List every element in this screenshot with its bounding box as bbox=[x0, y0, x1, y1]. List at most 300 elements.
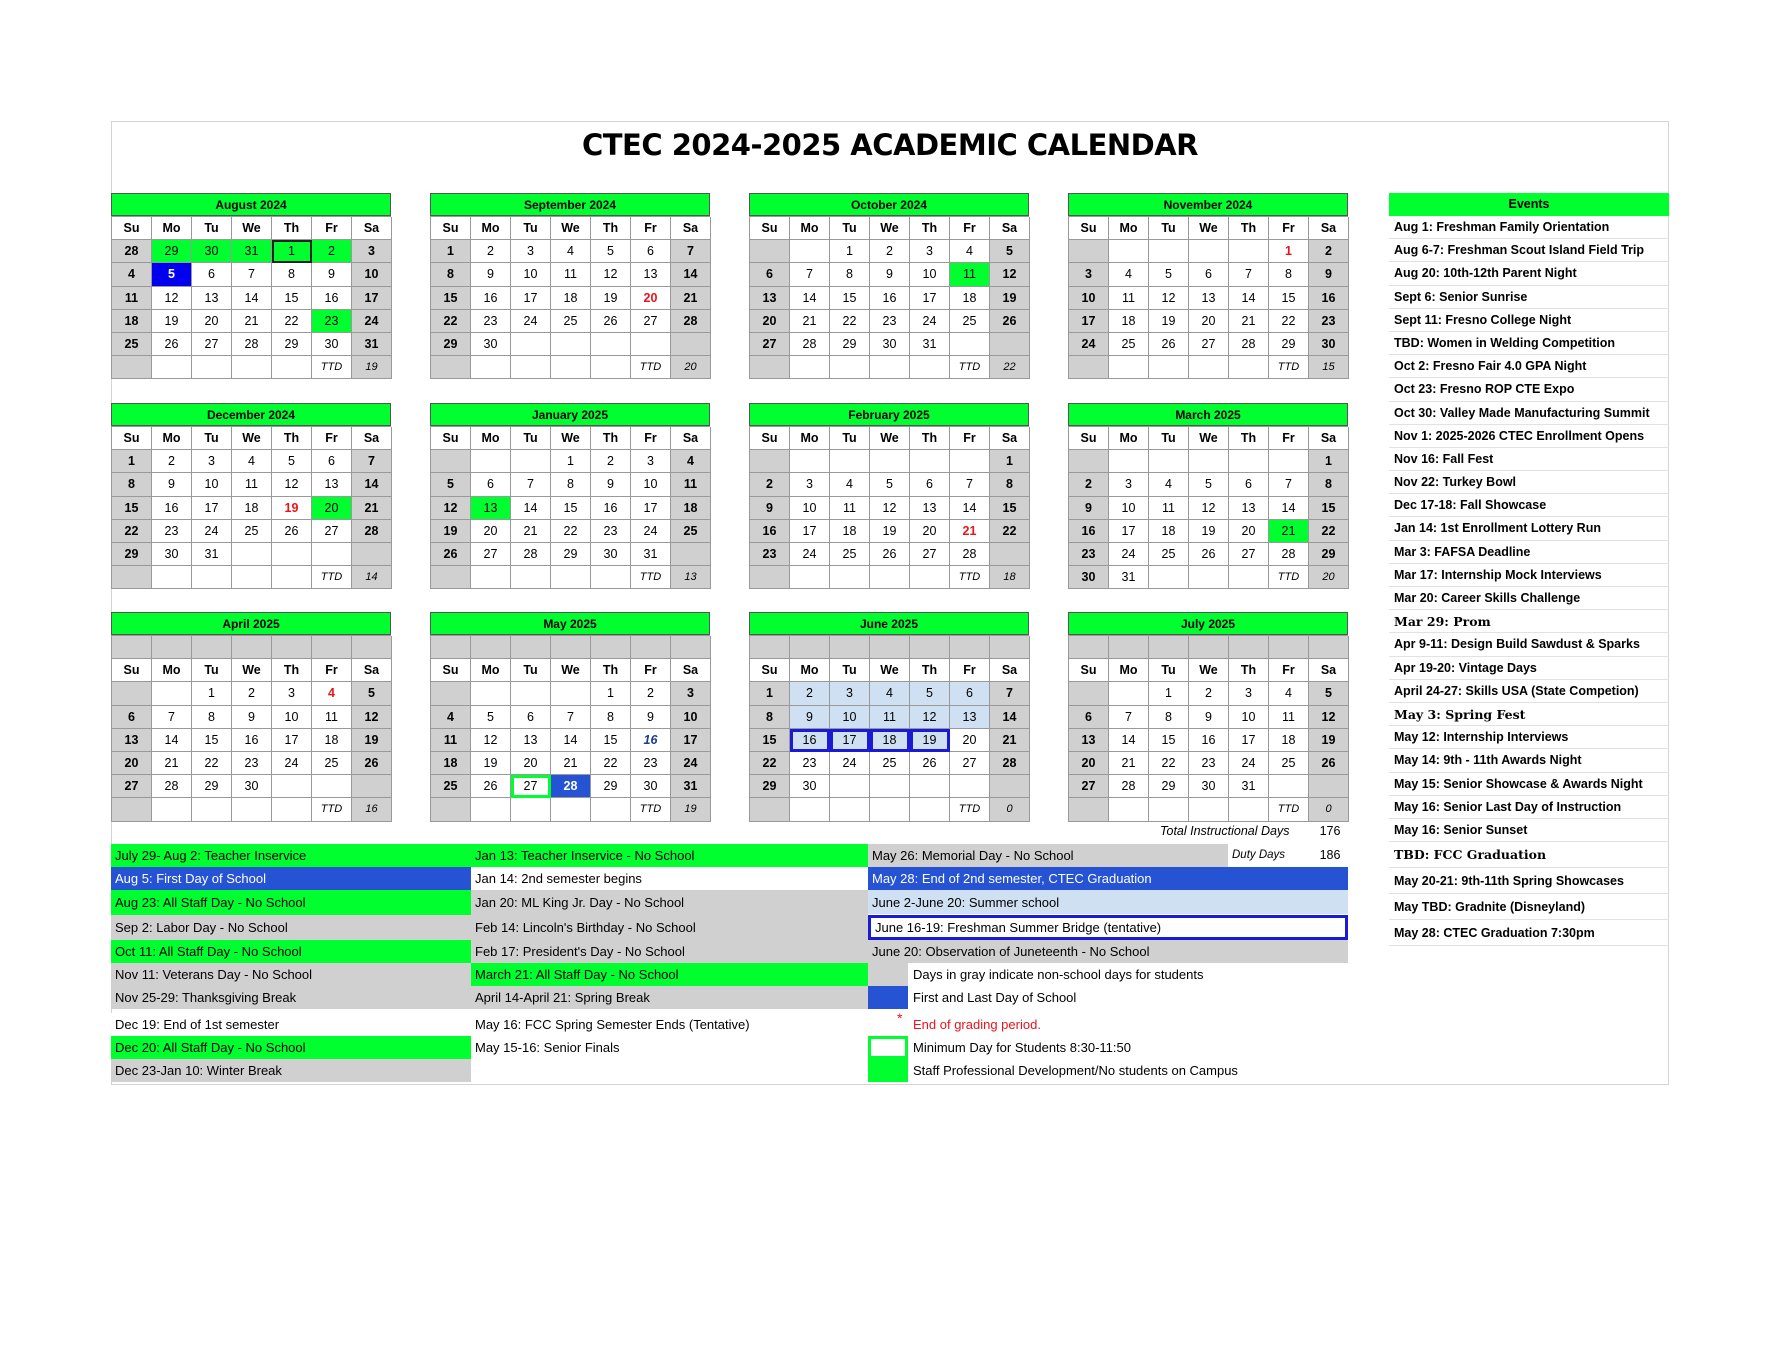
weekday-header: Mo bbox=[790, 217, 830, 240]
key-thanksgiving: Nov 25-29: Thanksgiving Break bbox=[111, 986, 471, 1009]
event-item: May 28: CTEC Graduation 7:30pm bbox=[1389, 920, 1669, 946]
day-cell: 18 bbox=[431, 752, 471, 775]
day-cell: 20 bbox=[1069, 752, 1109, 775]
weekday-header: Mo bbox=[152, 427, 192, 450]
day-cell: 20 bbox=[631, 287, 671, 310]
day-cell: 12 bbox=[431, 497, 471, 520]
day-cell: 21 bbox=[152, 752, 192, 775]
month-june-2025 bbox=[749, 612, 1029, 822]
day-cell: 18 bbox=[112, 310, 152, 333]
day-cell: 23 bbox=[631, 752, 671, 775]
ttd-value: 14 bbox=[352, 566, 392, 589]
day-cell: 30 bbox=[1309, 333, 1349, 356]
weekday-header: We bbox=[870, 659, 910, 682]
day-cell: 19 bbox=[272, 497, 312, 520]
day-cell: 23 bbox=[1189, 752, 1229, 775]
empty-cell bbox=[950, 775, 990, 798]
ttd-row-cell bbox=[551, 798, 591, 821]
day-cell: 23 bbox=[750, 543, 790, 566]
key-teacher-inservice: July 29- Aug 2: Teacher Inservice bbox=[111, 844, 471, 867]
weekday-header: Su bbox=[750, 427, 790, 450]
day-cell: 9 bbox=[750, 497, 790, 520]
key-lincoln: Feb 14: Lincoln's Birthday - No School bbox=[471, 915, 868, 940]
ttd-row-cell bbox=[790, 566, 830, 589]
day-cell: 22 bbox=[1149, 752, 1189, 775]
day-cell: 26 bbox=[1309, 752, 1349, 775]
day-cell: 15 bbox=[551, 497, 591, 520]
day-cell: 15 bbox=[1309, 497, 1349, 520]
empty-cell bbox=[1109, 682, 1149, 705]
day-cell: 26 bbox=[272, 520, 312, 543]
day-cell: 24 bbox=[511, 310, 551, 333]
empty-cell bbox=[551, 682, 591, 705]
key-jan13: Jan 13: Teacher Inservice - No School bbox=[471, 844, 868, 867]
weekday-header: Mo bbox=[790, 659, 830, 682]
empty-cell bbox=[1269, 775, 1309, 798]
empty-cell bbox=[790, 240, 830, 263]
day-cell: 23 bbox=[152, 520, 192, 543]
day-cell: 12 bbox=[591, 263, 631, 286]
day-cell: 7 bbox=[152, 706, 192, 729]
empty-cell bbox=[551, 333, 591, 356]
day-cell: 9 bbox=[591, 473, 631, 496]
month-october-2024 bbox=[749, 193, 1029, 379]
key-presidents: Feb 17: President's Day - No School bbox=[471, 940, 868, 963]
weekday-header: Th bbox=[272, 427, 312, 450]
day-cell: 19 bbox=[352, 729, 392, 752]
month-header: August 2024 bbox=[111, 193, 391, 216]
weekday-header: Th bbox=[910, 659, 950, 682]
ttd-row-cell bbox=[910, 566, 950, 589]
day-cell: 5 bbox=[910, 682, 950, 705]
day-cell: 24 bbox=[352, 310, 392, 333]
day-cell: 26 bbox=[431, 543, 471, 566]
empty-cell bbox=[950, 450, 990, 473]
ttd-value: 19 bbox=[352, 356, 392, 379]
day-cell: 9 bbox=[870, 263, 910, 286]
day-cell: 25 bbox=[312, 752, 352, 775]
key-senior-finals: May 15-16: Senior Finals bbox=[471, 1036, 868, 1059]
empty-cell bbox=[232, 543, 272, 566]
day-cell: 20 bbox=[910, 520, 950, 543]
event-item: Oct 23: Fresno ROP CTE Expo bbox=[1389, 378, 1669, 401]
day-cell: 17 bbox=[1109, 520, 1149, 543]
day-cell: 22 bbox=[551, 520, 591, 543]
day-cell: 28 bbox=[112, 240, 152, 263]
day-cell: 25 bbox=[551, 310, 591, 333]
day-cell: 6 bbox=[312, 450, 352, 473]
month-header: November 2024 bbox=[1068, 193, 1348, 216]
day-cell: 16 bbox=[591, 497, 631, 520]
ttd-row-cell bbox=[192, 566, 232, 589]
day-cell: 12 bbox=[1309, 706, 1349, 729]
month-header: February 2025 bbox=[749, 403, 1029, 426]
day-cell: 10 bbox=[631, 473, 671, 496]
empty-cell bbox=[1109, 450, 1149, 473]
day-cell: 16 bbox=[1069, 520, 1109, 543]
ttd-row-cell bbox=[591, 566, 631, 589]
day-cell: 4 bbox=[950, 240, 990, 263]
legend-minday-text: Minimum Day for Students 8:30-11:50 bbox=[913, 1040, 1131, 1055]
day-cell: 8 bbox=[272, 263, 312, 286]
weekday-header: Th bbox=[272, 659, 312, 682]
day-cell: 31 bbox=[232, 240, 272, 263]
empty-cell bbox=[152, 682, 192, 705]
empty-cell bbox=[112, 682, 152, 705]
day-cell: 10 bbox=[790, 497, 830, 520]
key-dec20: Dec 20: All Staff Day - No School bbox=[111, 1036, 471, 1059]
ttd-label: TTD bbox=[312, 566, 352, 589]
ttd-row-cell bbox=[1069, 356, 1109, 379]
day-cell: 4 bbox=[870, 682, 910, 705]
total-instructional-label: Total Instructional Days bbox=[1160, 824, 1290, 838]
weekday-header: Sa bbox=[352, 427, 392, 450]
ttd-row-cell bbox=[431, 566, 471, 589]
ttd-row-cell bbox=[112, 566, 152, 589]
ttd-row-cell bbox=[910, 356, 950, 379]
day-cell: 8 bbox=[990, 473, 1030, 496]
key-labor-day: Sep 2: Labor Day - No School bbox=[111, 915, 471, 940]
weekday-header: Sa bbox=[1309, 217, 1349, 240]
day-cell: 8 bbox=[1269, 263, 1309, 286]
ttd-label: TTD bbox=[950, 798, 990, 821]
key-end-2nd-semester: May 28: End of 2nd semester, CTEC Graduation bbox=[868, 867, 1348, 890]
weekday-header: Su bbox=[1069, 427, 1109, 450]
spacer-cell bbox=[152, 636, 192, 659]
day-cell: 13 bbox=[750, 287, 790, 310]
spacer-cell bbox=[272, 636, 312, 659]
day-cell: 18 bbox=[1269, 729, 1309, 752]
day-cell: 6 bbox=[511, 706, 551, 729]
weekday-header: Tu bbox=[192, 659, 232, 682]
weekday-header: Fr bbox=[1269, 427, 1309, 450]
weekday-header: Su bbox=[112, 427, 152, 450]
day-cell: 14 bbox=[990, 706, 1030, 729]
event-item: May 3: Spring Fest bbox=[1389, 703, 1669, 726]
day-cell: 14 bbox=[551, 729, 591, 752]
day-cell: 6 bbox=[1189, 263, 1229, 286]
day-cell: 12 bbox=[910, 706, 950, 729]
event-item: Nov 16: Fall Fest bbox=[1389, 448, 1669, 471]
ttd-row-cell bbox=[152, 798, 192, 821]
day-cell: 1 bbox=[1309, 450, 1349, 473]
key-mlk: Jan 20: ML King Jr. Day - No School bbox=[471, 890, 868, 915]
event-item: May 20-21: 9th-11th Spring Showcases bbox=[1389, 868, 1669, 894]
ttd-row-cell bbox=[272, 356, 312, 379]
day-cell: 9 bbox=[1069, 497, 1109, 520]
day-cell: 15 bbox=[1149, 729, 1189, 752]
empty-cell bbox=[1189, 450, 1229, 473]
day-cell: 12 bbox=[352, 706, 392, 729]
day-cell: 21 bbox=[232, 310, 272, 333]
empty-cell bbox=[431, 450, 471, 473]
ttd-label: TTD bbox=[631, 356, 671, 379]
day-cell: 23 bbox=[790, 752, 830, 775]
day-cell: 24 bbox=[1109, 543, 1149, 566]
day-cell: 6 bbox=[112, 706, 152, 729]
empty-cell bbox=[1269, 450, 1309, 473]
ttd-row-cell bbox=[551, 566, 591, 589]
day-cell: 29 bbox=[551, 543, 591, 566]
day-cell: 2 bbox=[870, 240, 910, 263]
day-cell: 17 bbox=[1229, 729, 1269, 752]
key-summer-bridge: June 16-19: Freshman Summer Bridge (tentative) bbox=[868, 915, 1348, 940]
month-grid bbox=[111, 216, 391, 379]
weekday-header: We bbox=[870, 427, 910, 450]
day-cell: 9 bbox=[312, 263, 352, 286]
day-cell: 30 bbox=[471, 333, 511, 356]
day-cell: 11 bbox=[1269, 706, 1309, 729]
ttd-row-cell bbox=[1149, 566, 1189, 589]
ttd-row-cell bbox=[591, 798, 631, 821]
ttd-row-cell bbox=[232, 356, 272, 379]
ttd-row-cell bbox=[830, 356, 870, 379]
event-item: Mar 20: Career Skills Challenge bbox=[1389, 587, 1669, 610]
month-march-2025 bbox=[1068, 403, 1348, 589]
day-cell: 25 bbox=[830, 543, 870, 566]
day-cell: 21 bbox=[511, 520, 551, 543]
day-cell: 24 bbox=[1069, 333, 1109, 356]
ttd-row-cell bbox=[431, 798, 471, 821]
day-cell: 15 bbox=[1269, 287, 1309, 310]
day-cell: 27 bbox=[910, 543, 950, 566]
day-cell: 28 bbox=[511, 543, 551, 566]
day-cell: 15 bbox=[990, 497, 1030, 520]
day-cell: 9 bbox=[232, 706, 272, 729]
day-cell: 6 bbox=[750, 263, 790, 286]
day-cell: 17 bbox=[830, 729, 870, 752]
day-cell: 1 bbox=[112, 450, 152, 473]
day-cell: 29 bbox=[750, 775, 790, 798]
day-cell: 7 bbox=[232, 263, 272, 286]
day-cell: 14 bbox=[1229, 287, 1269, 310]
day-cell: 5 bbox=[1149, 263, 1189, 286]
month-grid bbox=[749, 635, 1029, 822]
ttd-row-cell: 31 bbox=[1109, 566, 1149, 589]
event-item: Aug 20: 10th-12th Parent Night bbox=[1389, 262, 1669, 285]
day-cell: 2 bbox=[1189, 682, 1229, 705]
ttd-row-cell bbox=[790, 798, 830, 821]
day-cell: 10 bbox=[1109, 497, 1149, 520]
day-cell: 17 bbox=[352, 287, 392, 310]
day-cell: 27 bbox=[750, 333, 790, 356]
day-cell: 17 bbox=[192, 497, 232, 520]
day-cell: 16 bbox=[312, 287, 352, 310]
day-cell: 30 bbox=[870, 333, 910, 356]
ttd-row-cell bbox=[1229, 356, 1269, 379]
day-cell: 29 bbox=[1149, 775, 1189, 798]
day-cell: 29 bbox=[152, 240, 192, 263]
month-header: December 2024 bbox=[111, 403, 391, 426]
day-cell: 26 bbox=[870, 543, 910, 566]
day-cell: 20 bbox=[312, 497, 352, 520]
spacer-cell bbox=[1309, 636, 1349, 659]
weekday-header: Su bbox=[431, 427, 471, 450]
event-item: Nov 1: 2025-2026 CTEC Enrollment Opens bbox=[1389, 425, 1669, 448]
duty-days-label: Duty Days bbox=[1232, 849, 1286, 861]
month-grid bbox=[430, 216, 710, 379]
ttd-row-cell bbox=[471, 798, 511, 821]
day-cell: 6 bbox=[631, 240, 671, 263]
day-cell: 8 bbox=[192, 706, 232, 729]
day-cell: 25 bbox=[671, 520, 711, 543]
day-cell: 13 bbox=[112, 729, 152, 752]
weekday-header: Sa bbox=[671, 659, 711, 682]
day-cell: 22 bbox=[990, 520, 1030, 543]
day-cell: 10 bbox=[192, 473, 232, 496]
key-winter-break: Dec 23-Jan 10: Winter Break bbox=[111, 1059, 471, 1082]
day-cell: 19 bbox=[1189, 520, 1229, 543]
ttd-row-cell bbox=[1189, 798, 1229, 821]
day-cell: 18 bbox=[312, 729, 352, 752]
day-cell: 1 bbox=[192, 682, 232, 705]
ttd-row-cell bbox=[272, 798, 312, 821]
ttd-value: 18 bbox=[990, 566, 1030, 589]
day-cell: 12 bbox=[1189, 497, 1229, 520]
spacer-cell bbox=[471, 636, 511, 659]
day-cell: 17 bbox=[511, 287, 551, 310]
weekday-header: Su bbox=[1069, 217, 1109, 240]
ttd-value: 13 bbox=[671, 566, 711, 589]
day-cell: 21 bbox=[352, 497, 392, 520]
day-cell: 12 bbox=[152, 287, 192, 310]
legend-gray-text: Days in gray indicate non-school days for students bbox=[913, 967, 1204, 982]
spacer-cell bbox=[112, 636, 152, 659]
ttd-row-cell bbox=[1109, 798, 1149, 821]
day-cell: 16 bbox=[1309, 287, 1349, 310]
day-cell: 15 bbox=[591, 729, 631, 752]
weekday-header: Th bbox=[591, 217, 631, 240]
empty-cell bbox=[431, 682, 471, 705]
weekday-header: Tu bbox=[830, 217, 870, 240]
event-item: May 16: Senior Sunset bbox=[1389, 819, 1669, 842]
day-cell: 19 bbox=[990, 287, 1030, 310]
event-item: TBD: Women in Welding Competition bbox=[1389, 332, 1669, 355]
day-cell: 30 bbox=[152, 543, 192, 566]
day-cell: 5 bbox=[352, 682, 392, 705]
day-cell: 9 bbox=[1189, 706, 1229, 729]
legend-gray-swatch bbox=[868, 963, 908, 986]
day-cell: 27 bbox=[631, 310, 671, 333]
spacer-cell bbox=[950, 636, 990, 659]
event-item: Oct 30: Valley Made Manufacturing Summit bbox=[1389, 402, 1669, 425]
day-cell: 15 bbox=[272, 287, 312, 310]
day-cell: 27 bbox=[192, 333, 232, 356]
ttd-row-cell bbox=[1229, 566, 1269, 589]
day-cell: 27 bbox=[112, 775, 152, 798]
empty-cell bbox=[272, 775, 312, 798]
day-cell: 6 bbox=[950, 682, 990, 705]
ttd-row-cell bbox=[870, 356, 910, 379]
day-cell: 20 bbox=[471, 520, 511, 543]
spacer-cell bbox=[631, 636, 671, 659]
day-cell: 28 bbox=[671, 310, 711, 333]
ttd-row-cell bbox=[112, 356, 152, 379]
day-cell: 14 bbox=[671, 263, 711, 286]
day-cell: 18 bbox=[551, 287, 591, 310]
day-cell: 19 bbox=[910, 729, 950, 752]
day-cell: 18 bbox=[870, 729, 910, 752]
weekday-header: Th bbox=[910, 427, 950, 450]
day-cell: 10 bbox=[830, 706, 870, 729]
day-cell: 1 bbox=[591, 682, 631, 705]
day-cell: 13 bbox=[1069, 729, 1109, 752]
day-cell: 29 bbox=[192, 775, 232, 798]
day-cell: 30 bbox=[591, 543, 631, 566]
month-september-2024 bbox=[430, 193, 710, 379]
day-cell: 13 bbox=[950, 706, 990, 729]
spacer-cell bbox=[1149, 636, 1189, 659]
empty-cell bbox=[990, 333, 1030, 356]
empty-cell bbox=[750, 450, 790, 473]
day-cell: 5 bbox=[272, 450, 312, 473]
day-cell: 3 bbox=[1109, 473, 1149, 496]
empty-cell bbox=[870, 450, 910, 473]
spacer-cell bbox=[192, 636, 232, 659]
day-cell: 14 bbox=[950, 497, 990, 520]
weekday-header: Su bbox=[431, 659, 471, 682]
day-cell: 14 bbox=[511, 497, 551, 520]
day-cell: 24 bbox=[631, 520, 671, 543]
day-cell: 11 bbox=[671, 473, 711, 496]
day-cell: 17 bbox=[910, 287, 950, 310]
event-item: Apr 9-11: Design Build Sawdust & Sparks bbox=[1389, 633, 1669, 656]
day-cell: 21 bbox=[1109, 752, 1149, 775]
day-cell: 13 bbox=[631, 263, 671, 286]
day-cell: 4 bbox=[232, 450, 272, 473]
empty-cell bbox=[631, 333, 671, 356]
day-cell: 25 bbox=[112, 333, 152, 356]
ttd-label: TTD bbox=[312, 356, 352, 379]
day-cell: 29 bbox=[272, 333, 312, 356]
day-cell: 5 bbox=[471, 706, 511, 729]
weekday-header: Tu bbox=[192, 217, 232, 240]
day-cell: 29 bbox=[112, 543, 152, 566]
day-cell: 7 bbox=[790, 263, 830, 286]
day-cell: 20 bbox=[750, 310, 790, 333]
ttd-label: TTD bbox=[312, 798, 352, 821]
day-cell: 4 bbox=[1149, 473, 1189, 496]
day-cell: 23 bbox=[312, 310, 352, 333]
day-cell: 18 bbox=[1149, 520, 1189, 543]
weekday-header: Sa bbox=[1309, 659, 1349, 682]
day-cell: 13 bbox=[910, 497, 950, 520]
weekday-header: We bbox=[551, 659, 591, 682]
ttd-row-cell bbox=[1149, 798, 1189, 821]
spacer-cell bbox=[232, 636, 272, 659]
empty-cell bbox=[950, 333, 990, 356]
day-cell: 2 bbox=[1069, 473, 1109, 496]
weekday-header: Tu bbox=[511, 217, 551, 240]
day-cell: 21 bbox=[950, 520, 990, 543]
weekday-header: We bbox=[1189, 427, 1229, 450]
spacer-cell bbox=[830, 636, 870, 659]
day-cell: 3 bbox=[511, 240, 551, 263]
day-cell: 4 bbox=[431, 706, 471, 729]
spacer-cell bbox=[1109, 636, 1149, 659]
day-cell: 6 bbox=[1069, 706, 1109, 729]
weekday-header: Tu bbox=[1149, 217, 1189, 240]
day-cell: 20 bbox=[511, 752, 551, 775]
ttd-row-cell bbox=[232, 566, 272, 589]
day-cell: 29 bbox=[1309, 543, 1349, 566]
ttd-value: 0 bbox=[990, 798, 1030, 821]
legend-green-text: Staff Professional Development/No students on Campus bbox=[913, 1063, 1238, 1078]
day-cell: 25 bbox=[431, 775, 471, 798]
weekday-header: Fr bbox=[950, 217, 990, 240]
day-cell: 13 bbox=[312, 473, 352, 496]
day-cell: 7 bbox=[671, 240, 711, 263]
